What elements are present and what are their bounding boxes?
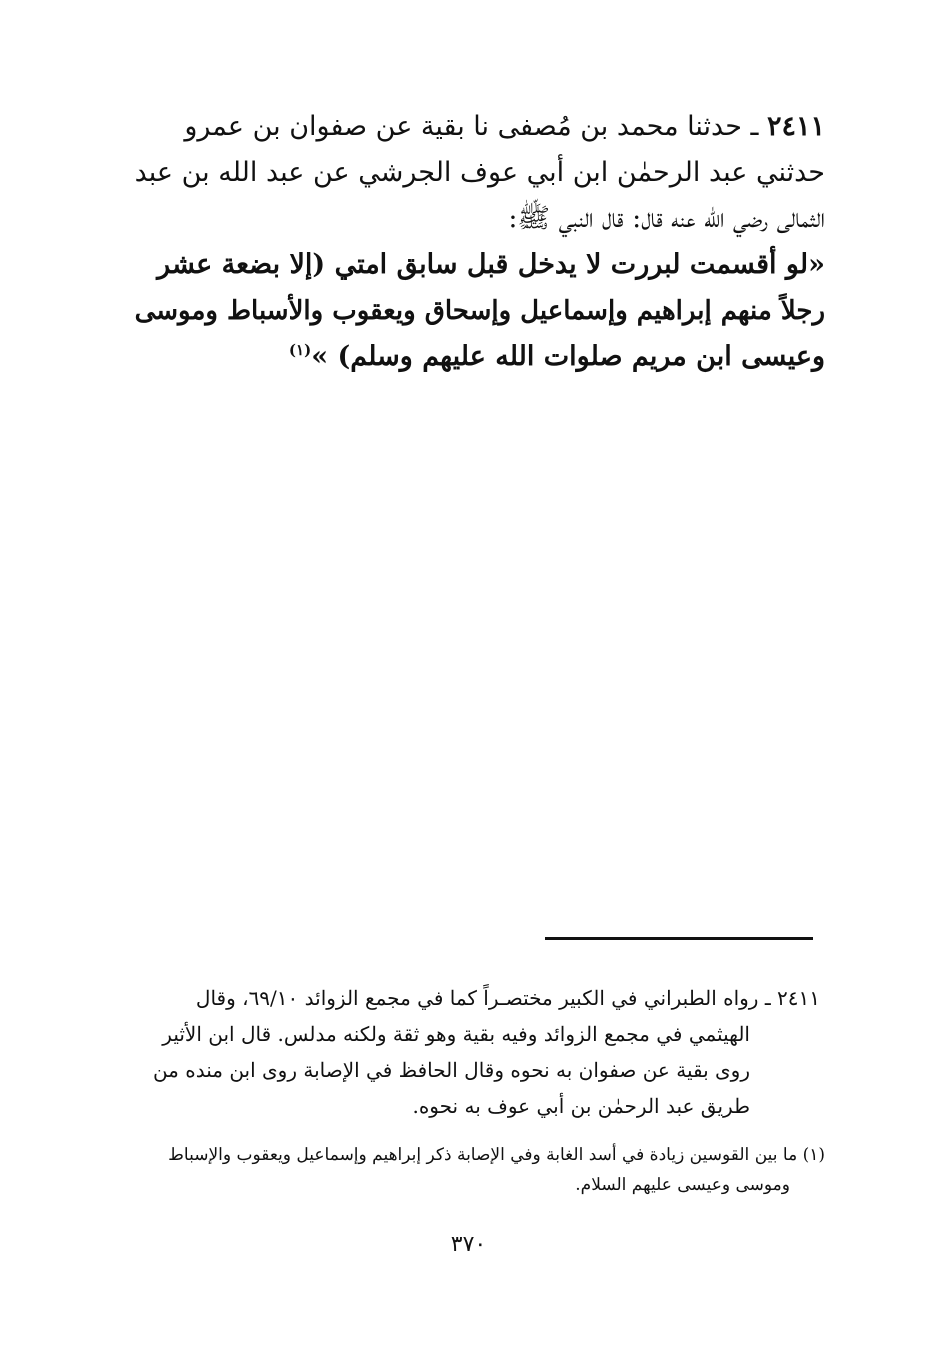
hadith-line-6 [135,334,825,380]
hadith-footnote-line-2: الهيثمي في مجمع الزوائد وفيه بقية وهو ثقة ولكنه مدلس. قال ابن الأثير [162,1022,750,1046]
hadith-line-1 [135,104,825,150]
hadith-line-1-text: ـ حدثنا محمد بن مُصفى نا بقية عن صفوان بن عمرو [184,111,767,142]
footnote-1-line-1: (١) ما بين القوسين زيادة في أسد الغابة وفي الإصابة ذكر إبراهيم وإسماعيل ويعقوب والإسباط [168,1145,825,1165]
hadith-footnote-line-3: روى بقية عن صفوان به نحوه وقال الحافظ في الإصابة روى ابن منده من [152,1058,750,1082]
hadith-footnote-line-1: ٢٤١١ ـ رواه الطبراني في الكبير مختصـراً كما في مجمع الزوائد ٦٩/١٠، وقال [195,986,820,1010]
hadith-footnote-line-4: طريق عبد الرحمٰن بن أبي عوف به نحوه. [412,1094,750,1118]
hadith-line-5: رجلاً منهم إبراهيم وإسماعيل وإسحاق ويعقوب والأسباط وموسى [134,296,825,326]
hadith-line-4: «لو أقسمت لبررت لا يدخل قبل سابق امتي (إلا بضعة عشر [157,249,825,280]
footnote-reference: (١) [288,341,312,359]
footnote-1 [140,1140,825,1200]
hadith-line-3: الثمالى رضي الله عنه قال: قال النبي ﷺ: [508,203,825,234]
hadith-footnote [140,980,820,1124]
page-number: ٣٧٠ [450,1232,487,1257]
hadith-text [135,104,825,380]
footnote-1-line-2: وموسى وعيسى عليهم السلام. [575,1175,790,1195]
hadith-line-2: حدثني عبد الرحمٰن ابن أبي عوف الجرشي عن عبد الله بن عبد [134,157,825,188]
hadith-number: ٢٤١١ [766,111,825,142]
hadith-line-6-text: وعيسى ابن مريم صلوات الله عليهم وسلم) » [311,341,825,372]
footnote-separator [545,937,813,940]
